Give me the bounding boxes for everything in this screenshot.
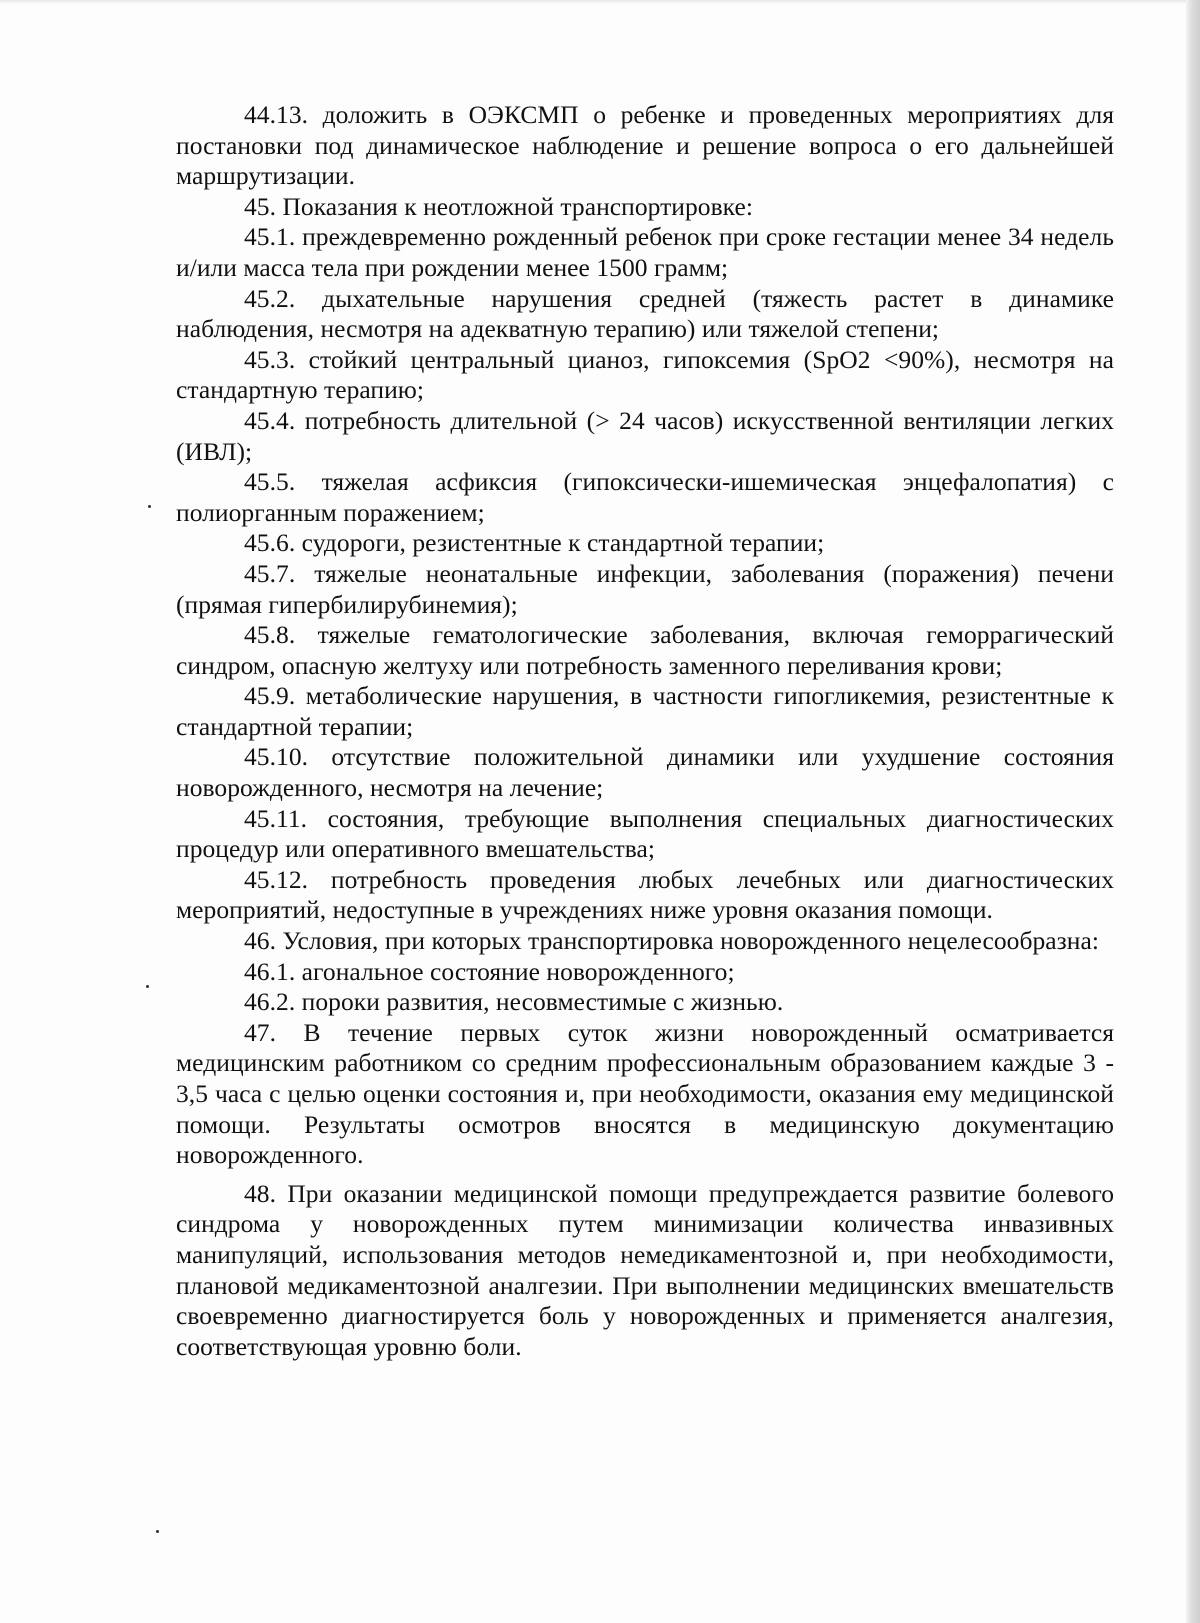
paragraph-45-5: 45.5. тяжелая асфиксия (гипоксически-ишемическая энцефалопатия) с полиорганным поражением; [176, 467, 1114, 527]
paragraph-45-4: 45.4. потребность длительной (> 24 часов) искусственной вентиляции легких (ИВЛ); [176, 405, 1114, 466]
paragraph-47: 47. В течение первых суток жизни новорожденный осматривается медицинским работником со средним профессиональным образованием каждые 3 - 3,5 часа с целью оценки состояния и, при необходимости, оказания ему медицинской помощи. Результаты осмотров вносятся в медицинскую документацию новорожденного. [176, 1017, 1114, 1170]
paragraph-46-2: 46.2. пороки развития, несовместимые с жизнью. [244, 987, 784, 1017]
paragraph-45-3: 45.3. стойкий центральный цианоз, гипоксемия (SpO2 <90%), несмотря на стандартную терапию; [176, 344, 1114, 405]
paragraph-45-9: 45.9. метаболические нарушения, в частности гипогликемия, резистентные к стандартной терапии; [176, 681, 1114, 741]
paragraph-45-7: 45.7. тяжелые неонатальные инфекции, заболевания (поражения) печени (прямая гипербилирубинемия); [176, 558, 1114, 619]
document-body [176, 100, 1114, 1362]
paragraph-45-1: 45.1. преждевременно рожденный ребенок при сроке гестации менее 34 недель и/или масса тела при рождении менее 1500 грамм; [176, 222, 1114, 282]
scan-speck [146, 985, 149, 988]
paragraph-44-13: 44.13. доложить в ОЭКСМП о ребенке и проведенных мероприятиях для постановки под динамическое наблюдение и решение вопроса о его дальнейшей маршрутизации. [176, 100, 1114, 191]
paragraph-46-1: 46.1. агональное состояние новорожденного; [244, 956, 735, 986]
scan-speck [156, 1530, 159, 1533]
paragraph-46-heading: 46. Условия, при которых транспортировка новорожденного нецелесообразна: [244, 926, 1099, 956]
paragraph-48: 48. При оказании медицинской помощи предупреждается развитие болевого синдрома у новорожденных путем минимизации количества инвазивных манипуляций, использования методов немедикаментозной и, при необходимости, плановой медикаментозной аналгезии. При выполнении медицинских вмешательств своевременно диагностируется боль у новорожденных и применяется аналгезия, соответствующая уровню боли. [176, 1178, 1114, 1361]
paragraph-45-12: 45.12. потребность проведения любых лечебных или диагностических мероприятий, недоступные в учреждениях ниже уровня оказания помощи. [176, 864, 1114, 925]
scan-speck [148, 505, 151, 508]
paragraph-45-11: 45.11. состояния, требующие выполнения специальных диагностических процедур или оперативного вмешательства; [176, 803, 1114, 864]
paragraph-45-2: 45.2. дыхательные нарушения средней (тяжесть растет в динамике наблюдения, несмотря на адекватную терапию) или тяжелой степени; [176, 283, 1114, 344]
scan-top-shadow [0, 0, 1200, 4]
paragraph-45-6: 45.6. судороги, резистентные к стандартной терапии; [244, 528, 825, 558]
scan-right-edge [1186, 0, 1200, 1623]
paragraph-45-8: 45.8. тяжелые гематологические заболевания, включая геморрагический синдром, опасную желтуху или потребность заменного переливания крови; [176, 620, 1114, 680]
paragraph-45-10: 45.10. отсутствие положительной динамики или ухудшение состояния новорожденного, несмотря на лечение; [176, 742, 1114, 803]
paragraph-45-heading: 45. Показания к неотложной транспортировке: [244, 191, 753, 221]
